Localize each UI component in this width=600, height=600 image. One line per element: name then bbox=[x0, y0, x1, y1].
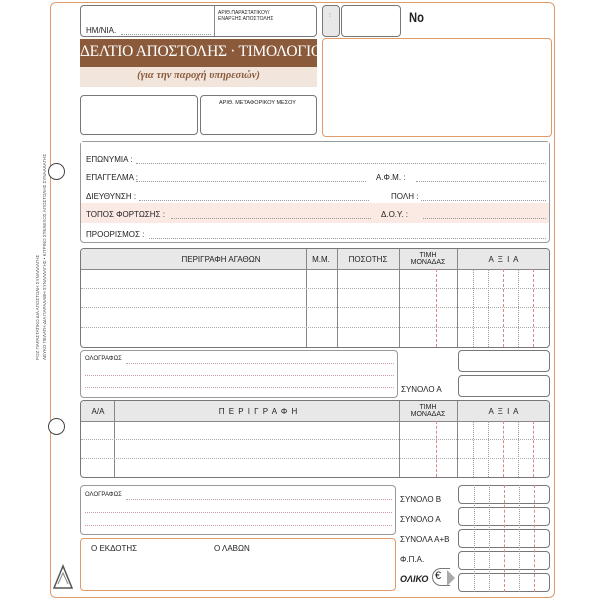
tax-office-field[interactable] bbox=[423, 218, 546, 219]
binder-hole-top bbox=[48, 163, 65, 180]
services-row[interactable] bbox=[81, 458, 549, 459]
series-number-field[interactable] bbox=[341, 5, 401, 37]
date-label: ΗΜ/ΝΙΑ. bbox=[86, 26, 117, 35]
goods-col-price: ΤΙΜΗ ΜΟΝΑΔΑΣ bbox=[410, 252, 446, 266]
total-a-label-2: ΣΥΝΟΛΟ Α bbox=[400, 515, 441, 524]
services-col-description: Π Ε Ρ Ι Γ Ρ Α Φ Η bbox=[218, 407, 299, 416]
arrow-icon bbox=[447, 570, 455, 586]
vat-label: Α.Φ.Μ. : bbox=[376, 173, 406, 182]
address-label: ΔΙΕΥΘΥΝΣΗ : bbox=[86, 192, 137, 201]
total-b-label: ΣΥΝΟΛΟ Β bbox=[400, 495, 442, 504]
ref-label: ΑΡΙΘ.ΠΑΡΑΣΤΑΤΙΚΟΥ/ΕΝΑΡΞΗΣ ΑΠΟΣΤΟΛΗΣ bbox=[218, 10, 274, 22]
subtitle-bar bbox=[80, 67, 317, 87]
services-words-field[interactable] bbox=[126, 499, 392, 500]
receiver-label: Ο ΛΑΒΩΝ bbox=[214, 544, 250, 553]
vehicle-box[interactable] bbox=[200, 95, 317, 135]
goods-row[interactable] bbox=[81, 327, 549, 328]
city-field[interactable] bbox=[421, 200, 546, 201]
goods-row[interactable] bbox=[81, 307, 549, 308]
goods-words-field[interactable] bbox=[126, 363, 394, 364]
document-title-bar bbox=[80, 39, 322, 67]
currency-symbol: € bbox=[435, 570, 442, 582]
services-words-label: ΟΛΟΓΡΑΦΩΣ bbox=[85, 492, 122, 498]
services-col-aa: Α/Α bbox=[91, 407, 105, 416]
total-ab-label: ΣΥΝΟΛΑ Α+Β bbox=[400, 535, 450, 544]
goods-col-value: Α Ξ Ι Α bbox=[488, 255, 520, 264]
vat-amount-label: Φ.Π.Α. bbox=[400, 555, 425, 564]
services-table bbox=[80, 400, 550, 478]
tax-office-label: Δ.Ο.Υ. : bbox=[381, 210, 408, 219]
name-label: ΕΠΩΝΥΜΙΑ : bbox=[86, 155, 133, 164]
occupation-label: ΕΠΑΓΓΕΛΜΑ : bbox=[86, 173, 138, 182]
services-row[interactable] bbox=[81, 439, 549, 440]
destination-label: ΠΡΟΟΡΙΣΜΟΣ : bbox=[86, 230, 145, 239]
goods-table bbox=[80, 248, 550, 348]
total-a-field[interactable] bbox=[458, 375, 550, 397]
address-field[interactable] bbox=[139, 200, 369, 201]
vehicle-label: ΑΡΙΘ. ΜΕΤΑΦΟΡΙΚΟΥ ΜΕΣΟΥ bbox=[219, 100, 296, 106]
destination-field[interactable] bbox=[149, 238, 546, 239]
header-blank-box[interactable] bbox=[80, 95, 198, 135]
total-a-label: ΣΥΝΟΛΟ Α bbox=[401, 385, 442, 394]
goods-subtotal-field[interactable] bbox=[458, 350, 550, 372]
document-subtitle: (για την παροχή υπηρεσιών) bbox=[137, 70, 260, 81]
goods-words-box bbox=[80, 350, 398, 398]
grand-total-label: ΟΛΙΚΟ bbox=[400, 574, 429, 584]
loading-place-label: ΤΟΠΟΣ ΦΟΡΤΩΣΗΣ : bbox=[86, 210, 165, 219]
document-title: ΔΕΛΤΙΟ ΑΠΟΣΤΟΛΗΣ · ΤΙΜΟΛΟΓΙΟ bbox=[80, 43, 322, 60]
issuer-stamp-box bbox=[322, 38, 552, 137]
goods-row[interactable] bbox=[81, 288, 549, 289]
signatures-box bbox=[80, 538, 396, 591]
occupation-field[interactable] bbox=[136, 181, 366, 182]
binder-hole-bottom bbox=[48, 418, 65, 435]
side-note-1: ΡΟΖ ΠΑΡΑΣΤΑΤΙΚΟ ΔΙΑ ΑΠΟΣΤΟΛΗ ΣΥΝΑΛΛΑΓΗΣ bbox=[35, 254, 40, 360]
header-date-box bbox=[80, 5, 317, 37]
city-label: ΠΟΛΗ : bbox=[391, 192, 419, 201]
side-note-2: ΛΕΥΚΟ ΠΕΛΑΤΗ·ΔΙΑ ΠΑΡΑΛΑΒΗ·ΣΥΝΑΛΛΑΓΗΣ • ΚΙΤΡΙΝΟ ΣΤΕΛΕΧΟΣ ΑΠΟΣΤΟΛΗΣ ΣΥΝΑΛΛΑΓΗΣ bbox=[42, 153, 47, 360]
goods-col-qty: ΠΟΣΟΤΗΣ bbox=[348, 255, 388, 264]
customer-info-box bbox=[80, 141, 550, 243]
services-col-value: Α Ξ Ι Α bbox=[488, 407, 520, 416]
name-field[interactable] bbox=[136, 163, 546, 164]
goods-words-label: ΟΛΟΓΡΑΦΩΣ bbox=[85, 356, 122, 362]
date-line[interactable] bbox=[121, 34, 211, 35]
goods-col-unit: Μ.Μ. bbox=[312, 255, 330, 264]
issuer-label: Ο ΕΚΔΟΤΗΣ bbox=[91, 544, 138, 553]
goods-col-description: ΠΕΡΙΓΡΑΦΗ ΑΓΑΘΩΝ bbox=[181, 255, 261, 264]
vat-field[interactable] bbox=[416, 181, 546, 182]
services-col-price: ΤΙΜΗ ΜΟΝΑΔΑΣ bbox=[410, 404, 446, 418]
services-words-box bbox=[80, 485, 396, 535]
loading-place-field[interactable] bbox=[171, 218, 371, 219]
series-box: ⋮ bbox=[322, 5, 340, 37]
publisher-logo-icon bbox=[52, 562, 74, 590]
number-label: No bbox=[409, 9, 424, 25]
